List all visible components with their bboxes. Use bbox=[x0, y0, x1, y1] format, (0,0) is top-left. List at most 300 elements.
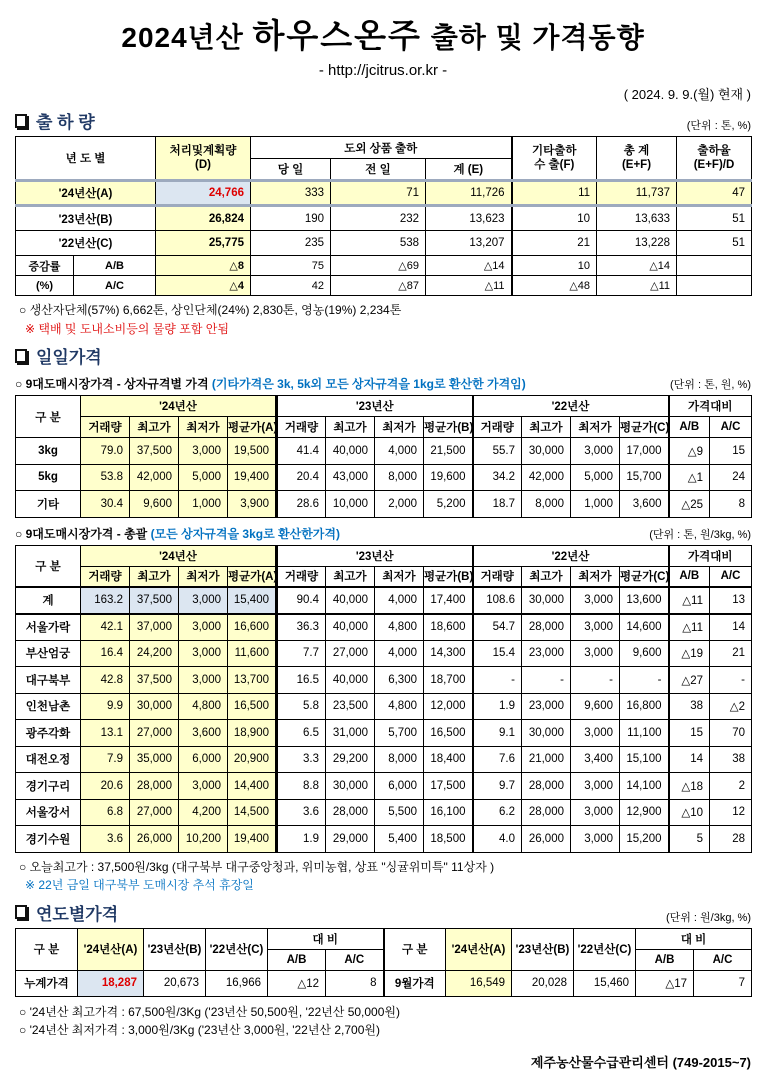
table-cell: 14,100 bbox=[620, 773, 669, 800]
section-title-daily bbox=[15, 343, 102, 368]
yearly-note-min: ○ '24년산 최저가격 : 3,000원/3Kg ('23년산 3,000원, '22년산 2,700원) bbox=[19, 1023, 380, 1038]
table-cell: △87 bbox=[331, 276, 426, 296]
unit-label-daily-overall: (단위 : 톤, 원/3kg, %) bbox=[649, 528, 751, 541]
table-row bbox=[16, 231, 752, 256]
table-cell: 42.8 bbox=[81, 667, 130, 694]
col-header-plan bbox=[156, 137, 251, 181]
table-cell: 20,028 bbox=[512, 970, 574, 996]
table-cell: 1.9 bbox=[473, 693, 522, 720]
table-cell: 23,500 bbox=[326, 693, 375, 720]
yearly-note-max: ○ '24년산 최고가격 : 67,500원/3Kg ('23년산 50,500원, '22년산 50,000원) bbox=[19, 1004, 400, 1019]
table-cell: 부산엄궁 bbox=[16, 640, 81, 667]
table-cell: 6.8 bbox=[81, 799, 130, 826]
table-cell: 53.8 bbox=[81, 464, 130, 491]
col-header-ab: A/B bbox=[268, 949, 326, 970]
table-cell: 4,800 bbox=[375, 614, 424, 641]
table-cell: 3,000 bbox=[571, 640, 620, 667]
table-cell: 6,000 bbox=[375, 773, 424, 800]
col-header-day: 당 일 bbox=[251, 159, 331, 181]
col-header: 최고가 bbox=[326, 417, 375, 438]
table-cell: 36.3 bbox=[277, 614, 326, 641]
table-cell: 42.1 bbox=[81, 614, 130, 641]
table-cell: 8 bbox=[710, 491, 752, 518]
table-row bbox=[16, 693, 752, 720]
table-cell: 6,000 bbox=[179, 746, 228, 773]
table-cell: - bbox=[522, 667, 571, 694]
section-title-text: 연도별가격 bbox=[36, 904, 119, 924]
table-cell: 27,000 bbox=[326, 640, 375, 667]
col-group-y23: '23년산 bbox=[277, 545, 473, 566]
table-cell: 19,400 bbox=[228, 826, 277, 853]
unit-label-yearly: (단위 : 원/3kg, %) bbox=[665, 911, 751, 924]
section-title-text: 일일가격 bbox=[36, 348, 102, 368]
daily-note-closed-market: ※ 22년 금일 대구북부 도매시장 추석 휴장일 bbox=[25, 878, 254, 893]
table-cell: 55.7 bbox=[473, 438, 522, 465]
table-cell: 11,600 bbox=[228, 640, 277, 667]
table-cell: 28,000 bbox=[522, 773, 571, 800]
table-cell: 9.1 bbox=[473, 720, 522, 747]
daily-overall-subtitle bbox=[15, 525, 751, 542]
table-cell: 18,500 bbox=[424, 826, 473, 853]
table-cell: 28 bbox=[710, 826, 752, 853]
table-cell: 5,500 bbox=[375, 799, 424, 826]
table-row bbox=[16, 464, 752, 491]
table-cell: 42 bbox=[251, 276, 331, 296]
table-cell: 11,737 bbox=[597, 181, 677, 206]
yearly-price-table bbox=[15, 928, 752, 997]
table-cell: 42,000 bbox=[522, 464, 571, 491]
col-header-gubun: 구 분 bbox=[384, 928, 446, 970]
table-cell: 18,600 bbox=[424, 614, 473, 641]
table-cell: 5,000 bbox=[179, 464, 228, 491]
table-cell: 11 bbox=[512, 181, 597, 206]
table-cell: 3,000 bbox=[571, 799, 620, 826]
col-header-outbound-group: 도외 상품 출하 bbox=[251, 137, 512, 159]
table-cell: △11 bbox=[669, 587, 710, 614]
title-brand: 하우스온주 bbox=[252, 17, 422, 54]
table-cell: 3,600 bbox=[620, 491, 669, 518]
col-header: 최고가 bbox=[326, 566, 375, 587]
table-cell bbox=[677, 256, 752, 276]
table-cell: 3,000 bbox=[571, 587, 620, 614]
table-cell: 19,600 bbox=[424, 464, 473, 491]
table-cell: A/B bbox=[74, 256, 156, 276]
table-cell: 14,500 bbox=[228, 799, 277, 826]
col-header-total-line1: 총 계 bbox=[623, 144, 650, 157]
section-title-yearly bbox=[15, 900, 118, 925]
table-cell: 3,000 bbox=[571, 720, 620, 747]
shipment-table bbox=[15, 136, 752, 296]
table-cell: 27,000 bbox=[130, 799, 179, 826]
table-cell: 서울강서 bbox=[16, 799, 81, 826]
table-cell: 7.6 bbox=[473, 746, 522, 773]
table-cell: 30,000 bbox=[326, 773, 375, 800]
table-cell: △2 bbox=[710, 693, 752, 720]
col-header-year: 년 도 별 bbox=[16, 137, 156, 181]
page-title bbox=[15, 10, 751, 57]
table-cell: 5 bbox=[669, 826, 710, 853]
table-cell: 17,400 bbox=[424, 587, 473, 614]
table-cell: 30,000 bbox=[522, 438, 571, 465]
col-header: 평균가(C) bbox=[620, 566, 669, 587]
table-cell: 24,766 bbox=[156, 181, 251, 206]
table-cell: (%) bbox=[16, 276, 74, 296]
table-cell: 20.6 bbox=[81, 773, 130, 800]
square-bullet-icon bbox=[15, 905, 27, 919]
table-cell: 37,500 bbox=[130, 587, 179, 614]
col-header: 거래량 bbox=[277, 566, 326, 587]
table-cell: △8 bbox=[156, 256, 251, 276]
col-header-total-line2: (E+F) bbox=[621, 159, 652, 171]
yearly-table-row bbox=[16, 970, 752, 996]
table-cell: △14 bbox=[597, 256, 677, 276]
table-cell: 20.4 bbox=[277, 464, 326, 491]
table-cell: 16,800 bbox=[620, 693, 669, 720]
table-cell: 15 bbox=[710, 438, 752, 465]
col-group-compare: 대 비 bbox=[636, 928, 752, 949]
table-cell: - bbox=[571, 667, 620, 694]
col-header-y23: '23년산(B) bbox=[144, 928, 206, 970]
daily-box-subtitle-text bbox=[15, 375, 526, 392]
table-cell: 51 bbox=[677, 231, 752, 256]
table-row bbox=[16, 640, 752, 667]
table-cell: 14 bbox=[710, 614, 752, 641]
col-header-rate bbox=[677, 137, 752, 181]
col-header-total bbox=[597, 137, 677, 181]
table-cell: - bbox=[620, 667, 669, 694]
table-cell: 19,400 bbox=[228, 464, 277, 491]
table-cell: 47 bbox=[677, 181, 752, 206]
col-header: A/B bbox=[669, 417, 710, 438]
shipment-note-exclusion: ※ 택배 및 도내소비등의 물량 포함 안됨 bbox=[25, 321, 229, 336]
table-cell: 11,726 bbox=[426, 181, 512, 206]
table-cell: 4,800 bbox=[179, 693, 228, 720]
table-cell: 19,500 bbox=[228, 438, 277, 465]
col-header-ac: A/C bbox=[326, 949, 384, 970]
table-row bbox=[16, 438, 752, 465]
table-cell: 15,100 bbox=[620, 746, 669, 773]
col-header: 거래량 bbox=[81, 566, 130, 587]
table-cell: 15.4 bbox=[473, 640, 522, 667]
table-cell: 29,000 bbox=[326, 826, 375, 853]
table-cell: 3,000 bbox=[179, 640, 228, 667]
daily-notes bbox=[19, 858, 751, 895]
table-cell: 42,000 bbox=[130, 464, 179, 491]
col-header-rate-line2: (E+F)/D bbox=[693, 159, 735, 171]
square-bullet-icon bbox=[15, 349, 27, 363]
table-cell: 3kg bbox=[16, 438, 81, 465]
table-cell: 26,000 bbox=[130, 826, 179, 853]
table-cell: 18.7 bbox=[473, 491, 522, 518]
table-cell: 16.5 bbox=[277, 667, 326, 694]
col-header: 최저가 bbox=[375, 417, 424, 438]
col-header: 평균가(B) bbox=[424, 417, 473, 438]
table-cell: 7.9 bbox=[81, 746, 130, 773]
col-header-ac: A/C bbox=[694, 949, 752, 970]
table-cell: 15,200 bbox=[620, 826, 669, 853]
title-year: 2024년산 bbox=[121, 22, 244, 53]
table-cell: 40,000 bbox=[326, 614, 375, 641]
col-header-other-line1: 기타출하 bbox=[532, 144, 577, 157]
col-group-compare: 가격대비 bbox=[669, 396, 752, 417]
col-header-y24: '24년산(A) bbox=[78, 928, 144, 970]
table-row bbox=[16, 799, 752, 826]
table-cell: 3,600 bbox=[179, 720, 228, 747]
table-cell: 5,000 bbox=[571, 464, 620, 491]
table-cell: 15,460 bbox=[574, 970, 636, 996]
shipment-notes bbox=[19, 301, 751, 338]
table-cell: 24,200 bbox=[130, 640, 179, 667]
table-cell: 5,200 bbox=[424, 491, 473, 518]
daily-overall-subtitle-text bbox=[15, 525, 340, 542]
table-cell: 10 bbox=[512, 256, 597, 276]
table-row bbox=[16, 491, 752, 518]
table-cell: 38 bbox=[669, 693, 710, 720]
table-cell: 6.2 bbox=[473, 799, 522, 826]
table-cell: 43,000 bbox=[326, 464, 375, 491]
table-cell: 26,000 bbox=[522, 826, 571, 853]
table-cell: 37,500 bbox=[130, 438, 179, 465]
col-header: 최저가 bbox=[179, 417, 228, 438]
table-cell: 31,000 bbox=[326, 720, 375, 747]
table-cell: 9.7 bbox=[473, 773, 522, 800]
table-cell: △9 bbox=[669, 438, 710, 465]
table-cell: 5.8 bbox=[277, 693, 326, 720]
as-of-date: ( 2024. 9. 9.(월) 현재 ) bbox=[623, 87, 751, 102]
table-cell: 14,400 bbox=[228, 773, 277, 800]
table-cell: 3.3 bbox=[277, 746, 326, 773]
col-header: 평균가(A) bbox=[228, 417, 277, 438]
row-label-cumulative: 누계가격 bbox=[16, 970, 78, 996]
table-cell: 28,000 bbox=[130, 773, 179, 800]
col-group-y22: '22년산 bbox=[473, 545, 669, 566]
table-cell: 18,700 bbox=[424, 667, 473, 694]
table-cell: 54.7 bbox=[473, 614, 522, 641]
table-cell: △69 bbox=[331, 256, 426, 276]
table-cell: 8,000 bbox=[375, 746, 424, 773]
col-header-ab: A/B bbox=[636, 949, 694, 970]
daily-note-top-price: ○ 오늘최고가 : 37,500원/3kg (대구북부 대구중앙청과, 위미농협, 상표 "싱귤위미특" 11상자 ) bbox=[19, 859, 495, 874]
daily-overall-title-note: (모든 상자규격을 3kg로 환산한가격) bbox=[150, 526, 340, 541]
table-cell: - bbox=[473, 667, 522, 694]
table-cell: 30.4 bbox=[81, 491, 130, 518]
table-cell: 29,200 bbox=[326, 746, 375, 773]
table-cell: △25 bbox=[669, 491, 710, 518]
col-header-gubun: 구 분 bbox=[16, 928, 78, 970]
section-header-shipment bbox=[15, 108, 751, 133]
table-cell: 27,000 bbox=[130, 720, 179, 747]
table-cell: 3,400 bbox=[571, 746, 620, 773]
table-cell: 1,000 bbox=[179, 491, 228, 518]
table-cell: 14,300 bbox=[424, 640, 473, 667]
table-cell: 18,900 bbox=[228, 720, 277, 747]
table-cell: 51 bbox=[677, 206, 752, 231]
daily-overall-title: ○ 9대도매시장가격 - 총괄 bbox=[15, 526, 148, 541]
table-cell: 13 bbox=[710, 587, 752, 614]
col-group-compare: 가격대비 bbox=[669, 545, 752, 566]
table-cell: 16,549 bbox=[446, 970, 512, 996]
table-cell: △18 bbox=[669, 773, 710, 800]
table-cell: △4 bbox=[156, 276, 251, 296]
col-header: 평균가(A) bbox=[228, 566, 277, 587]
table-cell: 8.8 bbox=[277, 773, 326, 800]
table-cell: 20,900 bbox=[228, 746, 277, 773]
table-cell: 35,000 bbox=[130, 746, 179, 773]
table-cell: 1,000 bbox=[571, 491, 620, 518]
table-cell: 79.0 bbox=[81, 438, 130, 465]
section-header-daily bbox=[15, 343, 751, 368]
table-cell: '24년산(A) bbox=[16, 181, 156, 206]
daily-overall-table-body bbox=[16, 587, 752, 852]
col-header-y23: '23년산(B) bbox=[512, 928, 574, 970]
section-title-shipment bbox=[15, 108, 95, 133]
table-cell: 14 bbox=[669, 746, 710, 773]
table-row bbox=[16, 206, 752, 231]
table-cell: △10 bbox=[669, 799, 710, 826]
table-cell: 28,000 bbox=[326, 799, 375, 826]
col-header: 최저가 bbox=[571, 566, 620, 587]
col-header: 최고가 bbox=[522, 566, 571, 587]
table-cell: 75 bbox=[251, 256, 331, 276]
col-header-plan-line2: (D) bbox=[195, 159, 211, 171]
table-cell: 3,000 bbox=[571, 614, 620, 641]
table-cell: 30,000 bbox=[522, 720, 571, 747]
col-header: 최저가 bbox=[375, 566, 424, 587]
table-row bbox=[16, 773, 752, 800]
col-header-gubun: 구 분 bbox=[16, 545, 81, 587]
table-cell: 3,000 bbox=[179, 667, 228, 694]
table-cell: △12 bbox=[268, 970, 326, 996]
table-cell: 15 bbox=[669, 720, 710, 747]
table-cell: 190 bbox=[251, 206, 331, 231]
daily-box-subtitle bbox=[15, 375, 751, 392]
table-cell: 12 bbox=[710, 799, 752, 826]
table-cell: 9.9 bbox=[81, 693, 130, 720]
table-cell: 3,000 bbox=[571, 773, 620, 800]
col-header: 최저가 bbox=[571, 417, 620, 438]
col-header: 거래량 bbox=[277, 417, 326, 438]
col-header-gubun: 구 분 bbox=[16, 396, 81, 438]
col-header-other-line2: 수 출(F) bbox=[534, 159, 575, 171]
table-cell: 3,900 bbox=[228, 491, 277, 518]
title-suffix: 출하 및 가격동향 bbox=[430, 22, 645, 53]
table-cell: △11 bbox=[669, 614, 710, 641]
table-cell: 21 bbox=[512, 231, 597, 256]
table-cell: 18,287 bbox=[78, 970, 144, 996]
site-url: - http://jcitrus.or.kr - bbox=[318, 62, 448, 79]
table-cell: 3,000 bbox=[571, 438, 620, 465]
col-header-y24: '24년산(A) bbox=[446, 928, 512, 970]
table-cell: 3,000 bbox=[179, 614, 228, 641]
daily-box-price-table bbox=[15, 395, 752, 518]
col-header: 거래량 bbox=[473, 417, 522, 438]
table-cell: △19 bbox=[669, 640, 710, 667]
table-cell: A/C bbox=[74, 276, 156, 296]
table-cell: 108.6 bbox=[473, 587, 522, 614]
table-cell: 8,000 bbox=[375, 464, 424, 491]
table-cell: 30,000 bbox=[522, 587, 571, 614]
table-cell: 18,400 bbox=[424, 746, 473, 773]
table-cell: 6,300 bbox=[375, 667, 424, 694]
table-cell: 9,600 bbox=[130, 491, 179, 518]
col-group-y22: '22년산 bbox=[473, 396, 669, 417]
table-row bbox=[16, 181, 752, 206]
table-cell: 23,000 bbox=[522, 640, 571, 667]
col-header: 거래량 bbox=[473, 566, 522, 587]
table-cell: 광주각화 bbox=[16, 720, 81, 747]
table-cell: 14,600 bbox=[620, 614, 669, 641]
table-cell: 3,000 bbox=[179, 587, 228, 614]
table-cell: 16,500 bbox=[424, 720, 473, 747]
col-header-other-export bbox=[512, 137, 597, 181]
table-cell: 10,000 bbox=[326, 491, 375, 518]
table-cell: 10,200 bbox=[179, 826, 228, 853]
table-cell: 9,600 bbox=[620, 640, 669, 667]
col-header: 최저가 bbox=[179, 566, 228, 587]
table-cell: 13,600 bbox=[620, 587, 669, 614]
table-cell: '22년산(C) bbox=[16, 231, 156, 256]
table-cell: 23,000 bbox=[522, 693, 571, 720]
table-cell: 대전오정 bbox=[16, 746, 81, 773]
table-cell: 34.2 bbox=[473, 464, 522, 491]
col-header-prev: 전 일 bbox=[331, 159, 426, 181]
table-cell: 37,500 bbox=[130, 667, 179, 694]
table-row bbox=[16, 720, 752, 747]
table-cell: 333 bbox=[251, 181, 331, 206]
table-cell: 28,000 bbox=[522, 614, 571, 641]
table-cell: 7.7 bbox=[277, 640, 326, 667]
table-row bbox=[16, 276, 752, 296]
table-cell: 15,400 bbox=[228, 587, 277, 614]
table-cell: 증감률 bbox=[16, 256, 74, 276]
col-header: A/C bbox=[710, 417, 752, 438]
table-cell: 10 bbox=[512, 206, 597, 231]
table-cell: 4.0 bbox=[473, 826, 522, 853]
table-cell: 37,000 bbox=[130, 614, 179, 641]
shipment-note-producers: ○ 생산자단체(57%) 6,662톤, 상인단체(24%) 2,830톤, 영농(19%) 2,234톤 bbox=[19, 303, 402, 317]
table-cell: 16,100 bbox=[424, 799, 473, 826]
table-cell: 13,633 bbox=[597, 206, 677, 231]
table-cell: 21,500 bbox=[424, 438, 473, 465]
table-cell: 15,700 bbox=[620, 464, 669, 491]
col-group-y23: '23년산 bbox=[277, 396, 473, 417]
table-cell: 4,000 bbox=[375, 438, 424, 465]
table-cell: 4,000 bbox=[375, 587, 424, 614]
col-group-y24: '24년산 bbox=[81, 396, 277, 417]
table-cell: 28,000 bbox=[522, 799, 571, 826]
table-cell: 12,000 bbox=[424, 693, 473, 720]
col-header: 최고가 bbox=[130, 417, 179, 438]
col-header: A/C bbox=[710, 566, 752, 587]
table-cell: 2,000 bbox=[375, 491, 424, 518]
table-cell: 13,700 bbox=[228, 667, 277, 694]
table-cell: 21,000 bbox=[522, 746, 571, 773]
table-cell: 17,500 bbox=[424, 773, 473, 800]
table-cell: △14 bbox=[426, 256, 512, 276]
square-bullet-icon bbox=[15, 114, 27, 128]
table-cell: △11 bbox=[426, 276, 512, 296]
table-cell: 71 bbox=[331, 181, 426, 206]
table-row bbox=[16, 614, 752, 641]
table-cell: 40,000 bbox=[326, 438, 375, 465]
table-cell: 40,000 bbox=[326, 587, 375, 614]
table-cell: 11,100 bbox=[620, 720, 669, 747]
table-cell: 1.9 bbox=[277, 826, 326, 853]
table-cell: 70 bbox=[710, 720, 752, 747]
table-cell: 163.2 bbox=[81, 587, 130, 614]
col-header: 최고가 bbox=[522, 417, 571, 438]
table-cell: 인천남촌 bbox=[16, 693, 81, 720]
